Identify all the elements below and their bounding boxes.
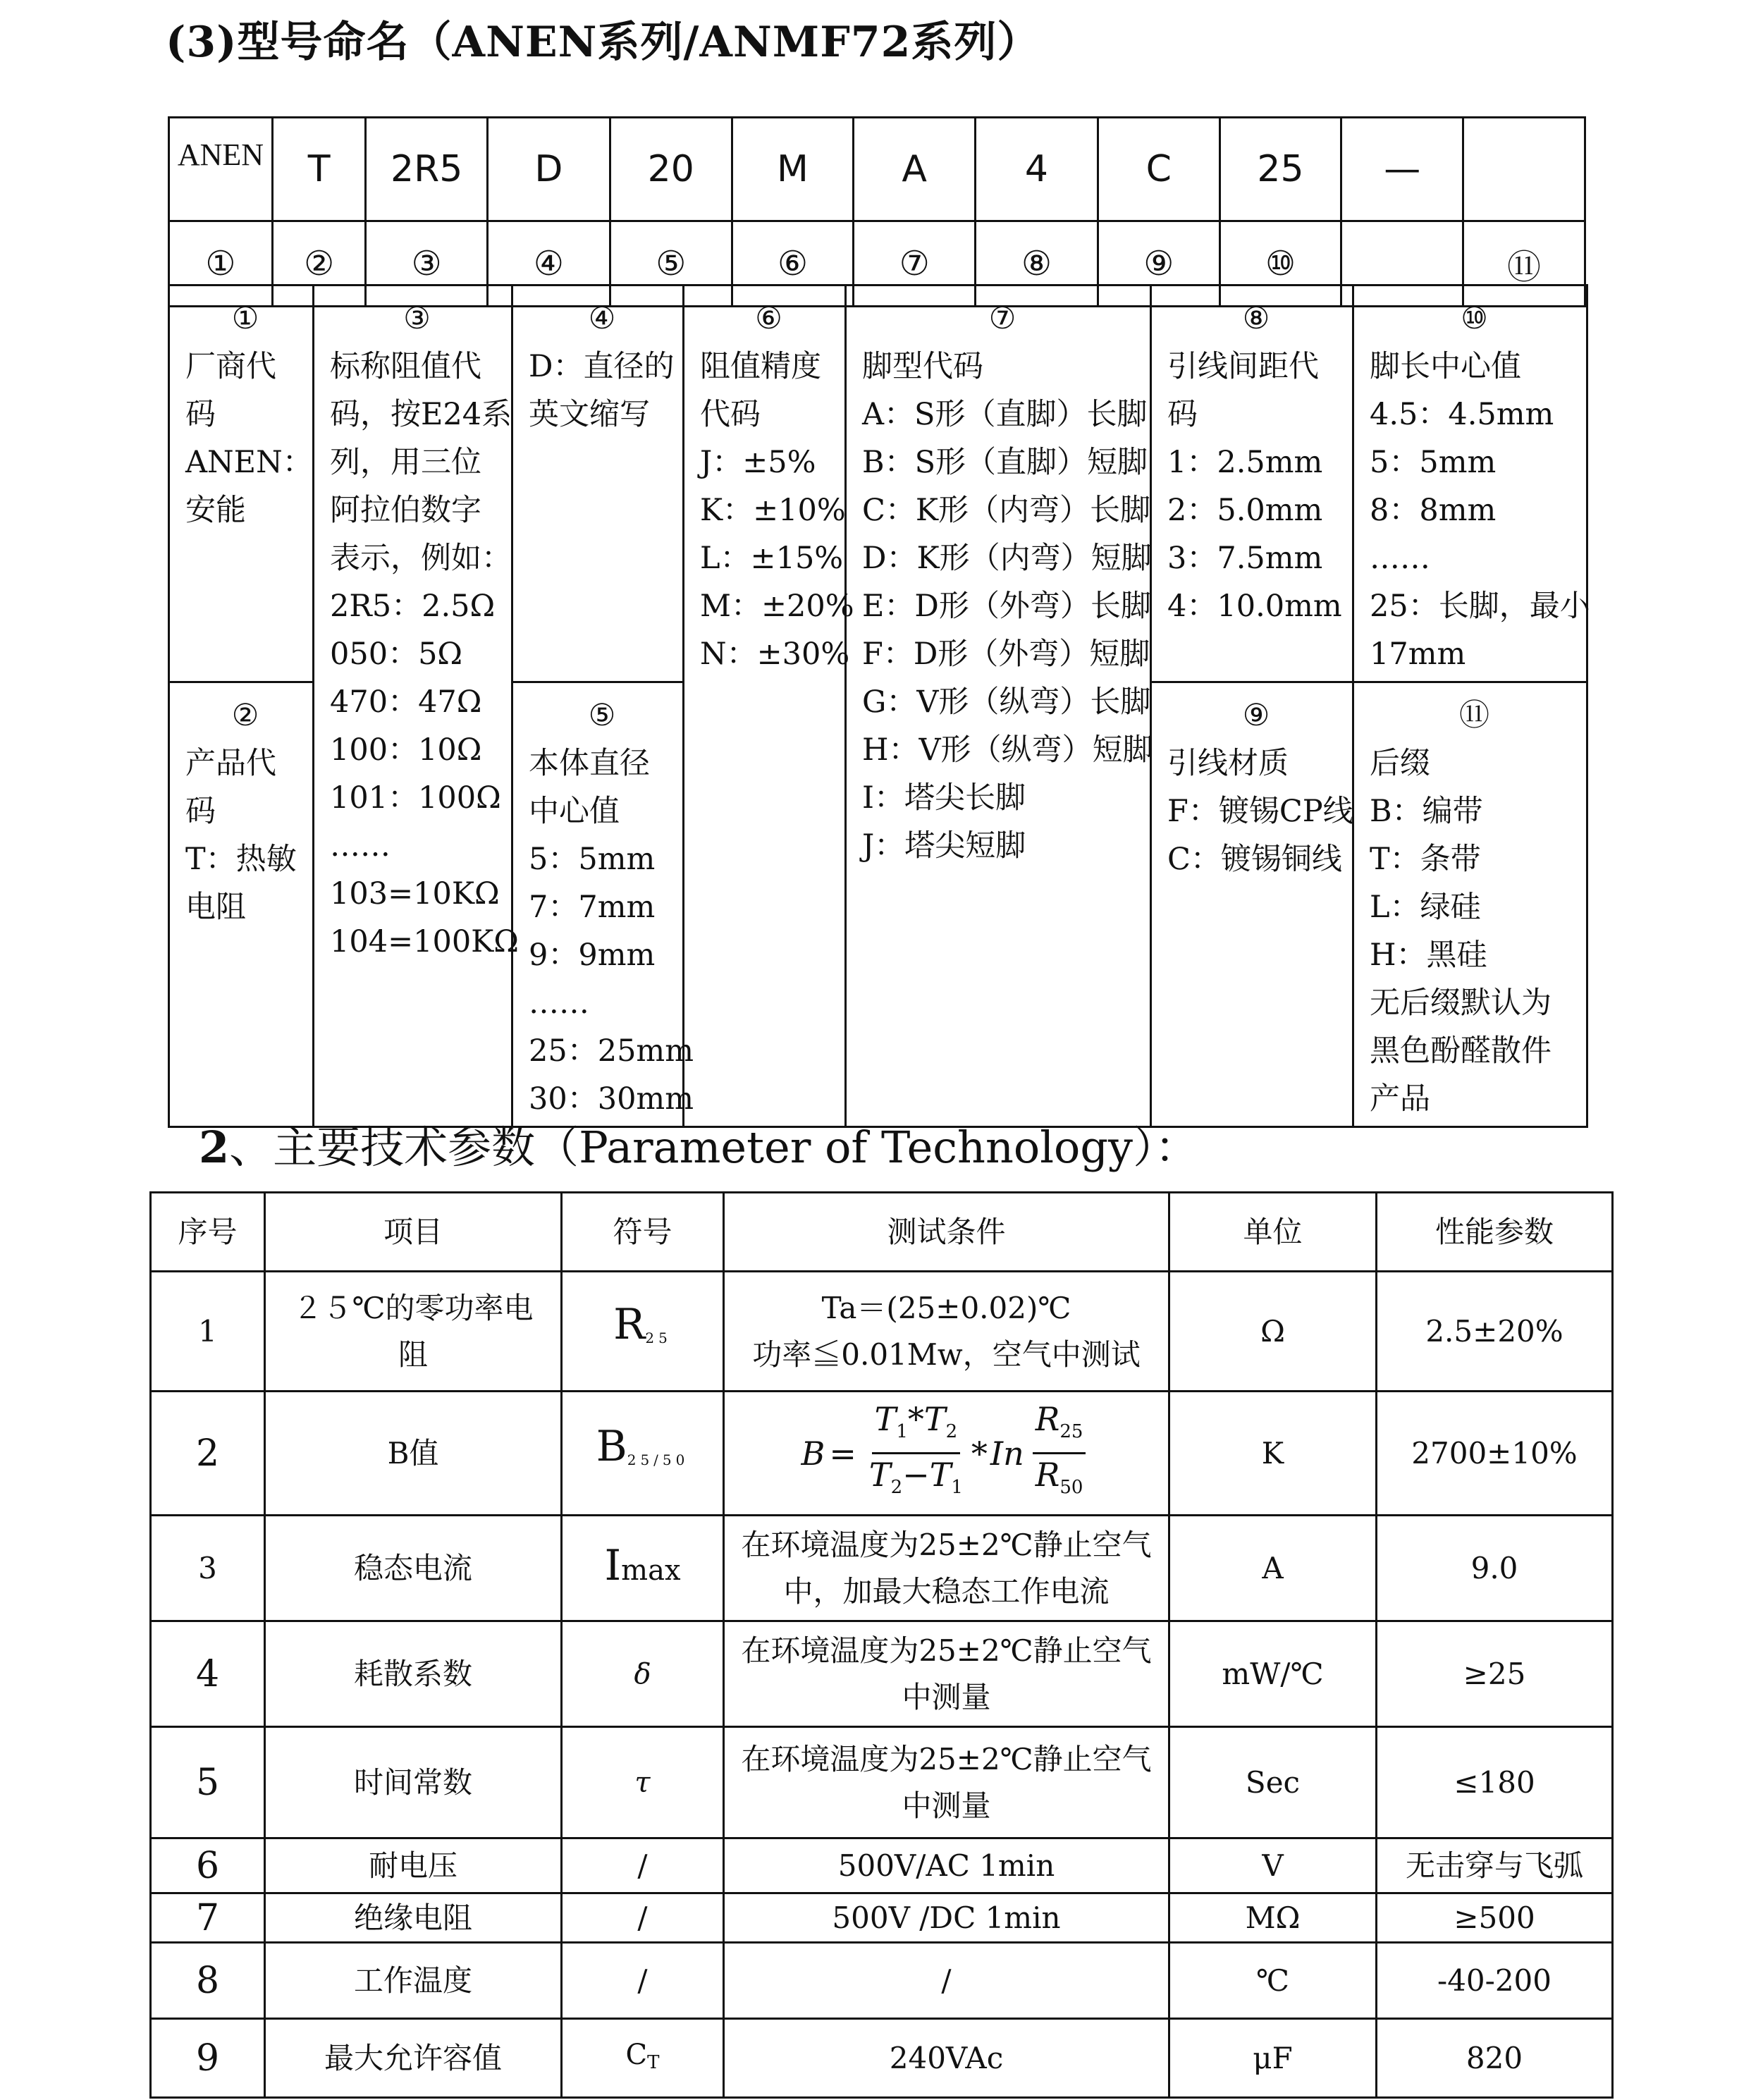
formula-eq: = [829,1434,856,1473]
symbol-main: / [637,1900,648,1935]
explain-line: 4：10.0mm [1167,589,1342,624]
explain-line: 无后缀默认为 [1370,985,1552,1021]
explain-line: F：镀锡CP线 [1167,794,1353,829]
param-item: 最大允许容值 [265,2019,562,2098]
explain-line: 25：25mm [529,1033,694,1069]
explain-line: 后缀 [1370,746,1430,781]
explain-line: D：直径的 [529,349,675,384]
code-explanation-table [168,284,1588,1128]
explain-line: 470：47Ω [330,684,482,720]
param-symbol [562,1621,724,1727]
code-cell: — [1341,118,1463,221]
param-symbol [562,1893,724,1943]
explain-line: I：塔尖长脚 [862,780,1026,816]
explain-cell-2 [169,682,314,1127]
explain-index: ⑪ [1459,698,1489,733]
param-row [151,1727,1613,1838]
formula-t1: T [874,1399,897,1438]
explain-index: ② [231,698,259,733]
code-index-cell: ⑦ [854,221,976,307]
param-condition: 在环境温度为25±2℃静止空气中，加最大稳态工作电流 [724,1516,1169,1621]
param-unit: K [1169,1392,1377,1516]
param-row [151,1621,1613,1727]
explain-line: L：绿硅 [1370,890,1481,925]
explain-line: J：±5% [700,445,816,480]
explain-line: D：K形（内弯）短脚 [862,541,1152,576]
explain-line: G：V形（纵弯）长脚 [862,684,1151,720]
param-item: 耐电压 [265,1838,562,1893]
model-code-table [168,116,1586,307]
explain-cell-5 [512,682,694,1127]
param-no: 6 [151,1838,265,1893]
param-item: ２５℃的零功率电阻 [265,1272,562,1392]
param-row [151,2019,1613,2098]
param-no: 1 [151,1272,265,1392]
param-condition: 500V /DC 1min [724,1893,1169,1943]
explain-line: 25：长脚，最小 [1370,589,1590,624]
explain-index: ① [231,301,259,336]
symbol-main: τ [634,1767,651,1799]
explain-cell-10 [1353,285,1590,682]
parameter-table [149,1191,1614,2099]
code-index-cell: ⑤ [610,221,732,307]
explain-line: ANEN： [185,445,313,480]
param-item: 时间常数 [265,1727,562,1838]
param-row [151,1838,1613,1893]
param-value: 820 [1377,2019,1613,2098]
explain-line: 脚型代码 [862,349,983,384]
explain-line: 黑色酚醛散件 [1370,1033,1552,1069]
explain-index: ⑨ [1242,698,1270,733]
explain-line: 中心值 [529,794,620,829]
param-no: 7 [151,1893,265,1943]
code-cell: 20 [610,118,732,221]
explain-index: ⑥ [755,301,782,336]
symbol-main: C [625,2038,648,2071]
param-item: 稳态电流 [265,1516,562,1621]
param-unit: μF [1169,2019,1377,2098]
explain-line: 30：30mm [529,1081,694,1117]
explain-line: A：S形（直脚）长脚 [862,397,1148,432]
explain-line: 代码 [700,397,761,432]
explain-line: 阿拉伯数字 [330,493,481,528]
explain-cell-3 [314,285,519,1127]
explain-line: T：条带 [1370,842,1481,877]
param-symbol [562,2019,724,2098]
explain-line: 101：100Ω [330,780,501,816]
explain-line: F：D形（外弯）短脚 [862,637,1150,672]
code-index-cell: ④ [488,221,610,307]
param-header: 项目 [265,1193,562,1272]
code-index-cell: ⑨ [1098,221,1219,307]
param-row [151,1392,1613,1516]
explain-index: ④ [588,301,616,336]
explain-line: K：±10% [700,493,846,528]
explain-line: H：黑硅 [1370,938,1487,973]
param-symbol [562,1838,724,1893]
code-index-cell: ⑧ [976,221,1098,307]
explain-line: 产品 [1370,1081,1430,1117]
param-row [151,1516,1613,1621]
explain-cell-11 [1353,682,1587,1127]
explain-line: E：D形（外弯）长脚 [862,589,1151,624]
explain-line: N：±30% [700,637,850,672]
explain-line: 引线材质 [1167,746,1289,781]
explain-line: 引线间距代 [1167,349,1319,384]
code-index-cell: ⑪ [1463,221,1585,307]
explain-index: ⑩ [1461,301,1488,336]
param-unit: mW/℃ [1169,1621,1377,1727]
symbol-main: / [637,1963,648,1998]
param-value: 2700±10% [1377,1392,1613,1516]
explain-line: 码，按E24系 [330,397,512,432]
explain-line: …… [529,985,589,1021]
symbol-subscript: 25/50 [627,1451,689,1468]
param-value: ≥25 [1377,1621,1613,1727]
param-condition: 在环境温度为25±2℃静止空气中测量 [724,1727,1169,1838]
param-no: 5 [151,1727,265,1838]
param-value: ≤180 [1377,1727,1613,1838]
explain-line: 脚长中心值 [1370,349,1521,384]
explain-cell-6 [684,285,854,1127]
param-no: 2 [151,1392,265,1516]
code-cell: 25 [1219,118,1341,221]
code-cell: C [1098,118,1219,221]
code-cell: T [272,118,365,221]
explain-cell-4 [512,285,684,682]
explain-line: 7：7mm [529,890,656,925]
symbol-main: I [604,1541,622,1590]
explain-line: 8：8mm [1370,493,1497,528]
b-value-formula: B = $\frac{T_1*T_2}{T_2-T_1}$ * In $\frac{R_{25}}{R_{50}}$ [801,1399,1092,1508]
explain-line: 列，用三位 [330,445,481,480]
param-value: -40-200 [1377,1943,1613,2019]
param-value: ≥500 [1377,1893,1613,1943]
param-item: 绝缘电阻 [265,1893,562,1943]
explain-line: 4.5：4.5mm [1370,397,1554,432]
param-condition: Ta＝(25±0.02)℃ 功率≦0.01Mw，空气中测试 [724,1272,1169,1392]
param-value: 9.0 [1377,1516,1613,1621]
explain-cell-1 [169,285,314,682]
param-symbol [562,1727,724,1838]
param-header: 性能参数 [1377,1193,1613,1272]
code-cell: M [732,118,854,221]
explain-line: 2R5：2.5Ω [330,589,496,624]
explain-line: 9：9mm [529,938,656,973]
param-symbol [562,1392,724,1516]
code-cell: 4 [976,118,1098,221]
symbol-main: R [613,1300,646,1349]
explain-line: 厂商代 [185,349,276,384]
explain-line: B：编带 [1370,794,1483,829]
param-unit: Sec [1169,1727,1377,1838]
explain-line: 5：5mm [1370,445,1497,480]
param-condition: / [724,1943,1169,2019]
code-cell: A [854,118,976,221]
explain-line: J：塔尖短脚 [862,828,1026,864]
param-condition: 240VAc [724,2019,1169,2098]
symbol-subscript: max [621,1554,681,1587]
explain-line: 电阻 [185,890,246,925]
param-unit: ℃ [1169,1943,1377,2019]
explain-line: 103=10KΩ [330,876,500,911]
code-index-cell: ⑥ [732,221,854,307]
param-no: 3 [151,1516,265,1621]
param-symbol [562,1516,724,1621]
explain-index: ⑦ [988,301,1016,336]
param-unit: V [1169,1838,1377,1893]
explain-line: H：V形（纵弯）短脚 [862,732,1153,768]
param-no: 8 [151,1943,265,2019]
formula-lhs: B [801,1434,825,1473]
param-header: 单位 [1169,1193,1377,1272]
param-header: 测试条件 [724,1193,1169,1272]
param-item: B值 [265,1392,562,1516]
explain-line: 码 [1167,397,1198,432]
symbol-main: δ [634,1658,651,1690]
code-cell: D [488,118,610,221]
param-symbol [562,1272,724,1392]
explain-line: 英文缩写 [529,397,650,432]
explain-index: ⑧ [1242,301,1270,336]
section-2-title: 2、主要技术参数（Parameter of Technology）： [199,1122,1199,1173]
explain-line: 100：10Ω [330,732,482,768]
param-header: 符号 [562,1193,724,1272]
explain-cell-7 [846,285,1151,1127]
code-index-cell: ② [272,221,365,307]
param-no: 9 [151,2019,265,2098]
explain-line: 产品代 [185,746,276,781]
explain-line: 本体直径 [529,746,650,781]
code-index-cell: ⑩ [1219,221,1341,307]
param-header: 序号 [151,1193,265,1272]
param-row [151,1943,1613,2019]
param-row [151,1272,1613,1392]
explain-line: M：±20% [700,589,854,624]
explain-line: 安能 [185,493,246,528]
code-cell: ANEN [169,118,273,221]
explain-line: B：S形（直脚）短脚 [862,445,1148,480]
explain-line: 2：5.0mm [1167,493,1323,528]
naming-title: (3)型号命名（ANEN系列/ANMF72系列） [166,18,1040,67]
param-item: 耗散系数 [265,1621,562,1727]
explain-index: ⑤ [588,698,616,733]
param-no: 4 [151,1621,265,1727]
param-condition: 500V/AC 1min [724,1838,1169,1893]
symbol-subscript: T [647,2051,660,2073]
code-cell: 2R5 [366,118,488,221]
code-index-cell: ③ [366,221,488,307]
explain-line: C：镀锡铜线 [1167,842,1342,877]
param-item: 工作温度 [265,1943,562,2019]
symbol-main: B [596,1422,627,1471]
explain-line: 17mm [1370,637,1466,672]
explain-line: 表示，例如： [330,541,512,576]
param-value: 2.5±20% [1377,1272,1613,1392]
explain-line: 阻值精度 [700,349,821,384]
explain-line: C：K形（内弯）长脚 [862,493,1151,528]
param-row [151,1893,1613,1943]
explain-line: …… [1370,541,1430,576]
param-symbol [562,1943,724,2019]
code-index-cell: ① [169,221,273,307]
explain-line: L：±15% [700,541,844,576]
explain-line: 码 [185,397,216,432]
explain-cell-8 [1151,285,1353,682]
param-condition: 在环境温度为25±2℃静止空气中测量 [724,1621,1169,1727]
explain-line: …… [330,828,391,864]
symbol-main: / [637,1848,648,1883]
explain-index: ③ [403,301,431,336]
param-unit: A [1169,1516,1377,1621]
explain-line: 5：5mm [529,842,656,877]
code-cell [1463,118,1585,221]
param-unit: Ω [1169,1272,1377,1392]
explain-line: T：热敏 [185,842,297,877]
symbol-subscript: 25 [645,1330,672,1346]
explain-line: 1：2.5mm [1167,445,1323,480]
param-value: 无击穿与飞弧 [1377,1838,1613,1893]
explain-line: 050：5Ω [330,637,463,672]
param-condition [724,1392,1169,1516]
explain-line: 码 [185,794,216,829]
param-unit: MΩ [1169,1893,1377,1943]
explain-line: 104=100KΩ [330,924,519,959]
explain-line: 标称阻值代 [330,349,481,384]
explain-line: 3：7.5mm [1167,541,1323,576]
explain-cell-9 [1151,682,1353,1127]
